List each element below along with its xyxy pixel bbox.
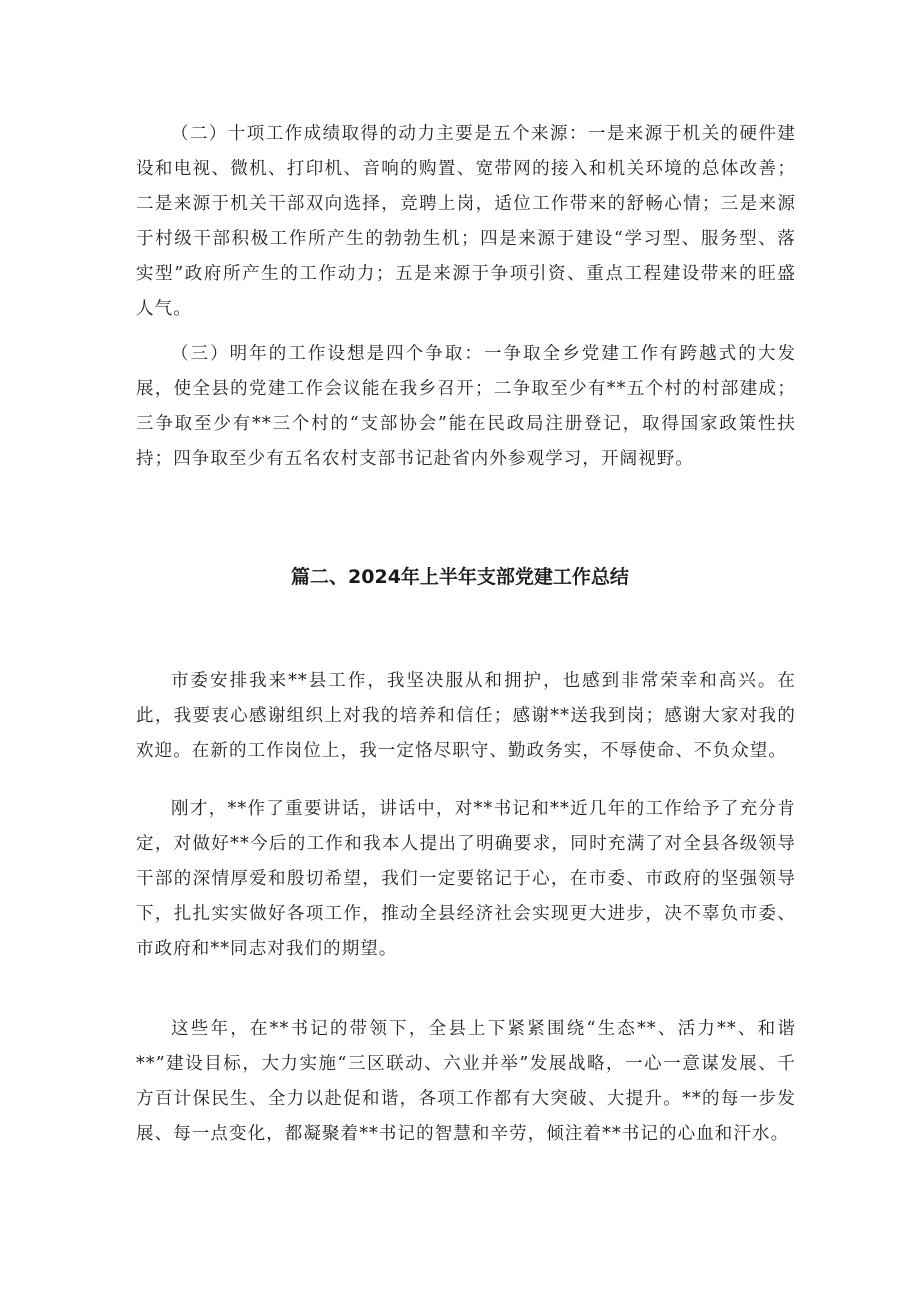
paragraph-achievements: 这些年，在**书记的带领下，全县上下紧紧围绕“生态**、活力**、和谐**”建设目标，大力实施“三区联动、六业并举”发展战略，一心一意谋发展、千方百计保民生、全力以赴促和谐，各项工作都有大突破、大提升。**的每一步发展、每一点变化，都凝聚着**书记的智慧和辛劳，倾注着**书记的心血和汗水。 [136,1019,796,1144]
paragraph-dynamics-sources: （二）十项工作成绩取得的动力主要是五个来源：一是来源于机关的硬件建设和电视、微机、打印机、音响的购置、宽带网的接入和机关环境的总体改善；二是来源于机关干部双向选择，竞聘上岗，适位工作带来的舒畅心情；三是来源于村级干部积极工作所产生的勃勃生机；四是来源于建设“学习型、服务型、落实型”政府所产生的工作动力；五是来源于争项引资、重点工程建设带来的旺盛人气。 [136,124,796,319]
paragraph-appointment: 市委安排我来**县工作，我坚决服从和拥护，也感到非常荣幸和高兴。在此，我要衷心感谢组织上对我的培养和信任；感谢**送我到岗；感谢大家对我的欢迎。在新的工作岗位上，我一定恪尽职守、勤政务实，不辱使命、不负众望。 [136,671,796,761]
paragraph-next-year-plans: （三）明年的工作设想是四个争取：一争取全乡党建工作有跨越式的大发展，使全县的党建工作会议能在我乡召开；二争取至少有**五个村的村部建成；三争取至少有**三个村的“支部协会”能在民政局注册登记，取得国家政策性扶持；四争取至少有五名农村支部书记赴省内外参观学习，开阔视野。 [136,344,796,469]
paragraph-speech-response: 刚才，**作了重要讲话，讲话中，对**书记和**近几年的工作给予了充分肯定，对做好**今后的工作和我本人提出了明确要求，同时充满了对全县各级领导干部的深情厚爱和殷切希望，我们一定要铭记于心，在市委、市政府的坚强领导下，扎扎实实做好各项工作，推动全县经济社会实现更大进步，决不辜负市委、市政府和**同志对我们的期望。 [136,799,796,959]
section-heading: 篇二、2024年上半年支部党建工作总结 [291,566,629,588]
